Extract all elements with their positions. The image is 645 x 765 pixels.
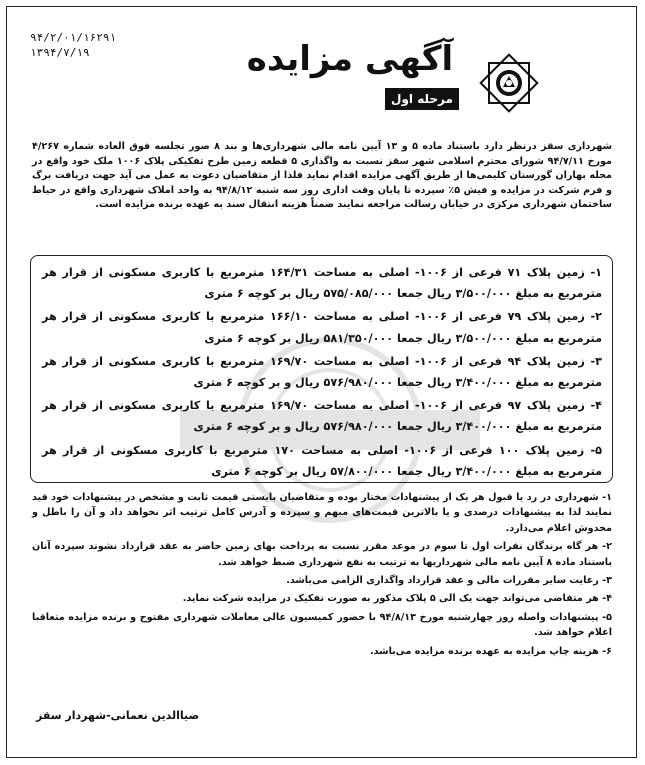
intro-paragraph: شهرداری سقز درنظر دارد باستناد ماده ۵ و ۱۳ آیین نامه مالی شهرداری‌ها و بند ۸ صور تجلسه فوق العاده شماره ۴/۲۶۷ مورخ ۹۴/۷/۱۱ شورای محترم اسلامی شهر سقز نسبت به واگذاری ۵ قطعه زمین طرح تفکیکی پلاک ۱۰۰۶ ملک خود واقع در محله بهاران گورستان کلیمی‌ها از طریق آگهی مزایده اقدام نماید فلذا از متقاضیان دعوت به عمل می آید جهت دریافت برگ و فرم شرکت در مزایده و فیش ۵٪ سپرده تا پایان وقت اداری روز سه شنبه ۹۴/۸/۱۲ به واحد املاک شهرداری واقع در حیاط ساختمان شهرداری مرکزی در خیابان رسالت مراجعه نمایند ضمناً هزینه انتقال سند به عهده برنده مزایده است.	[32, 141, 613, 211]
term-item: ۵- پیشنهادات واصله روز چهارشنبه مورخ ۹۴/۸/۱۳ با حضور کمیسیون عالی معاملات شهرداری مفتوح و برنده مزایده متعاقبا اعلام خواهد شد.	[32, 611, 612, 639]
reference-date: ۱۳۹۴/۷/۱۹	[30, 46, 90, 59]
stage-badge: مرحله اول	[385, 88, 459, 110]
term-item: ۴- هر متقاضی می‌تواند جهت یک الی ۵ پلاک مذکور به صورت تفکیک در مزایده شرکت نماید.	[182, 593, 612, 605]
reference-block	[30, 30, 116, 60]
reference-number: ۹۴/۲/۰۱/۱۶۲۹۱	[30, 31, 117, 44]
notice-title: آگهی مزایده	[246, 39, 454, 79]
term-item: ۱- شهرداری در رد یا قبول هر یک از پیشنهادات مختار بوده و متقاضیان بایستی قیمت ثابت و مشخص در پیشنهادات خود قید نمایند لذا به پیشنهادات درصدی و یا بالاترین قیمت‌های مبهم و سپرده و آدرس کامل ترتیب اثر نخواهد داد و آن را باطل و مخدوش اعلام می‌دارد.	[32, 492, 612, 534]
signature: ضیاالدین نعمانی-شهردار سقز	[36, 709, 200, 722]
plot-item: ۱- زمین پلاک ۷۱ فرعی از ۱۰۰۶- اصلی به مساحت ۱۶۴/۳۱ مترمربع با کاربری مسکونی از قرار هر مترمربع به مبلغ ۳/۵۰۰/۰۰۰ ریال جمعا ۵۷۵/۰۸۵/۰۰۰ ریال بر کوچه ۶ متری	[42, 266, 602, 301]
term-item: ۳- رعایت سایر مقررات مالی و عقد قرارداد واگذاری الزامی می‌باشد.	[286, 575, 612, 587]
terms-list	[32, 490, 612, 662]
plot-item: ۴- زمین پلاک ۹۷ فرعی از ۱۰۰۶- اصلی به مساحت ۱۶۹/۷۰ مترمربع با کاربری مسکونی از قرار هر مترمربع به مبلغ ۳/۴۰۰/۰۰۰ ریال جمعا ۵۷۶/۹۸۰/۰۰۰ ریال و بر کوچه ۶ متری	[42, 399, 602, 434]
term-item: ۶- هزینه چاپ مزایده به عهده برنده مزایده می‌باشد.	[369, 645, 612, 657]
plot-item: ۵- زمین پلاک ۱۰۰ فرعی از ۱۰۰۶- اصلی به مساحت ۱۷۰ مترمربع با کاربری مسکونی از قرار هر مترمربع به مبلغ ۳/۴۰۰/۰۰۰ ریال جمعا ۵۷/۸۰۰/۰۰۰ ریال بر کوچه ۶ متری	[42, 443, 602, 478]
term-item: ۲- هر گاه برندگان نفرات اول تا سوم در موعد مقرر نسبت به پرداخت بهای زمین حاضر به عقد قرارداد نشوند سپرده آنان باستناد ماده ۸ آیین نامه مالی شهرداریها به ترتیب به نفع شهرداری ضبط خواهد شد.	[32, 541, 612, 568]
municipal-emblem-icon	[478, 52, 540, 114]
plot-item: ۲- زمین پلاک ۷۹ فرعی از ۱۰۰۶- اصلی به مساحت ۱۶۶/۱۰ مترمربع با کاربری مسکونی از قرار هر مترمربع به مبلغ ۳/۵۰۰/۰۰۰ ریال جمعا ۵۸۱/۳۵۰/۰۰۰ ریال بر کوچه ۶ متری	[42, 310, 602, 345]
plots-list	[42, 262, 602, 484]
plot-item: ۳- زمین پلاک ۹۴ فرعی از ۱۰۰۶- اصلی به مساحت ۱۶۹/۷۰ مترمربع با کاربری مسکونی از قرار هر مترمربع به مبلغ ۳/۴۰۰/۰۰۰ ریال جمعا ۵۷۶/۹۸۰/۰۰۰ ریال و بر کوچه ۶ متری	[42, 354, 602, 390]
